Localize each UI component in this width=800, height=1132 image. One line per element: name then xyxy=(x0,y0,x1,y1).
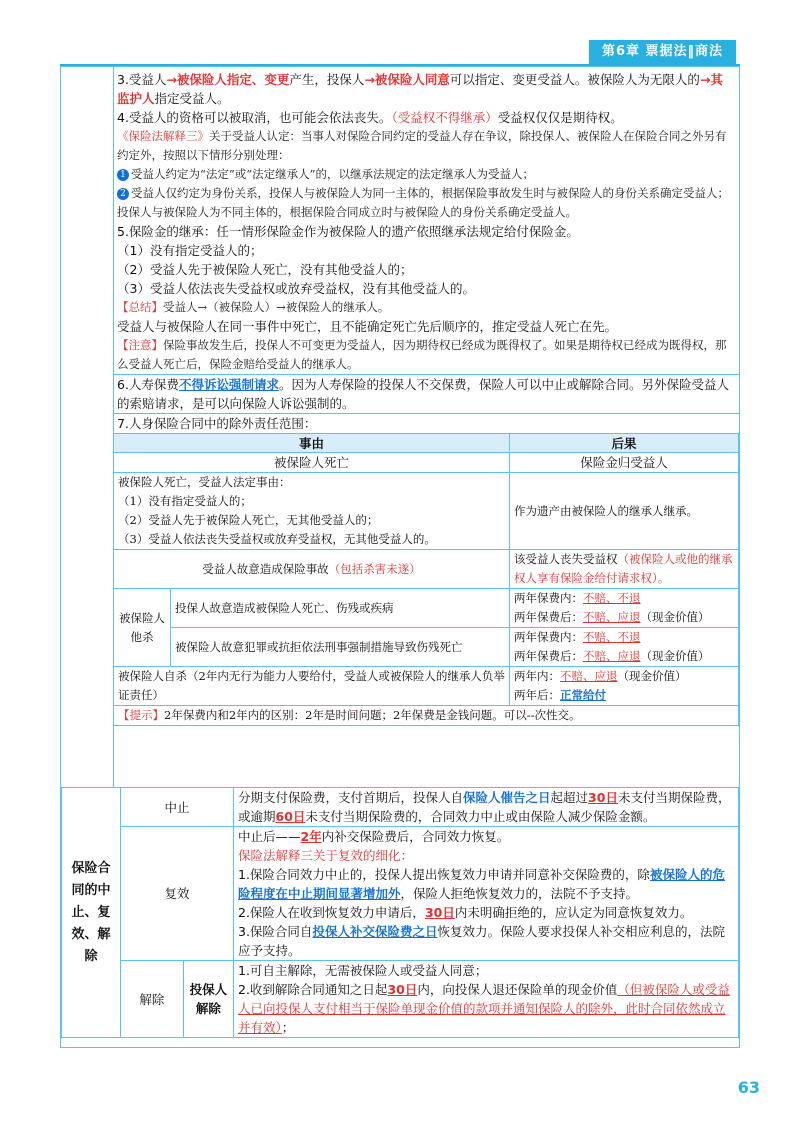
col-header-cause: 事由 xyxy=(114,434,510,453)
section-label: 保险合同的中止、复效、解除 xyxy=(62,788,121,1038)
number-1-icon: 1 xyxy=(117,169,129,181)
main-content xyxy=(113,67,739,726)
chapter-header: 第6章 票据法‖商法 xyxy=(589,40,736,64)
table-row: 被保险人故意犯罪或抗拒依法刑事强制措施导致伤残死亡 xyxy=(171,628,510,667)
paragraph-4: 4.受益人的资格可以被取消，也可能会依法丧失。（受益权不得继承）受益权仅仅是期待权。 xyxy=(117,110,623,125)
col-header-result: 后果 xyxy=(510,434,739,453)
table-row: 受益人故意造成保险事故（包括杀害未遂） xyxy=(114,550,510,589)
paragraph-5: 5.保险金的继承：任一情形保险金作为被保险人的遗产依照继承法规定给付保险金。 （1）没有指定受益人的； （2）受益人先于被保险人死亡，没有其他受益人的； （3）受益人依法丧失受益权或放弃受益权，没有其他受益人的。 xyxy=(117,224,579,296)
table-row: 作为遗产由被保险人的继承人继承。 xyxy=(510,473,739,550)
attention-note: 【注意】保险事故发生后，投保人不可变更为受益人，因为期待权已经成为既得权了。如果是期待权已经成为既得权，那么受益人死亡后，保险金赔给受益人的继承人。 xyxy=(117,338,727,371)
row-label-reinstate: 复效 xyxy=(121,827,234,961)
table-row: 被保险人死亡，受益人法定事由： （1）没有指定受益人的； （2）受益人先于被保险人死亡，无其他受益人的； （3）受益人依法丧失受益权或放弃受益权，无其他受益人的。 xyxy=(114,473,510,550)
reinstate-content: 中止后——2年内补交保险费后，合同效力恢复。 保险法解释三关于复效的细化： 1.保险合同效力中止的，投保人提出恢复效力申请并同意补交保险费的，除被保险人的危险程度在中止期间显著增加外，保险人拒绝恢复效力的，法院不予支持。 2.保险人在收到恢复效力申请后，30日内未明确拒绝的，应认定为同意恢复效力。 3.保险合同自投保人补交保险费之日恢复效力。保险人要求投保人补交相应利息的，法院应予支持。 xyxy=(234,827,739,961)
page-number: 63 xyxy=(737,1078,760,1097)
table-row: 两年保费内：不赔、不退 两年保费后：不赔、应退（现金价值） xyxy=(510,628,739,667)
paragraph-6: 6.人寿保费不得诉讼强制请求。因为人寿保险的投保人不交保费，保险人可以中止或解除合同。另外保险受益人的索赔请求，是可以向保险人诉讼强制的。 xyxy=(117,377,729,411)
table-row: 保险金归受益人 xyxy=(510,453,739,473)
table-row: 两年保费内：不赔、不退 两年保费后：不赔、应退（现金价值） xyxy=(510,589,739,628)
terminate-content: 1.可自主解除，无需被保险人或受益人同意； 2.收到解除合同通知之日起30日内，向投保人退还保险单的现金价值（但被保险人或受益人已向投保人支付相当于保险单现金价值的款项并通知保险人的除外，此时合同依然成立并有效）； xyxy=(234,961,739,1038)
interpretation-3-note: 《保险法解释三》关于受益人认定：当事人对保险合同约定的受益人存在争议，除投保人、被保险人在保险合同之外另有约定外，按照以下情形分别处理： 1 受益人约定为“法定”或“法定继承人”的，以继承法规定的法定继承人为受益人； 2 受益人仅约定为身份关系，投保人与被保险人为同一主体的，根据保险事故发生时与被保险人的身份关系确定受益人；投保人与被保险人为不同主体的，根据保险合同成立时与被保险人的身份关系确定受益人。 xyxy=(117,129,729,219)
paragraph-5b: 受益人与被保险人在同一事件中死亡，且不能确定死亡先后顺序的，推定受益人死亡在先。 xyxy=(117,319,618,334)
table-row: 被保险人他杀 xyxy=(114,589,171,667)
table-row: 两年内：不赔、应退（现金价值） 两年后：正常给付 xyxy=(510,667,739,706)
number-2-icon: 2 xyxy=(117,188,129,200)
left-label-column xyxy=(61,67,114,787)
table-row: 该受益人丧失受益权（被保险人或他的继承权人享有保险金给付请求权）。 xyxy=(510,550,739,589)
tip-row: 【提示】2年保费内和2年内的区别：2年是时间问题；2年保费是金钱问题。可以--次性交。 xyxy=(114,706,739,726)
suspend-content: 分期支付保险费，支付首期后，投保人自保险人催告之日起超过30日未支付当期保险费，或逾期60日未支付当期保险费的，合同效力中止或由保险人减少保险金额。 xyxy=(234,788,739,827)
table-row: 被保险人自杀（2年内无行为能力人要给付，受益人或被保险人的继承人负举证责任） xyxy=(114,667,510,706)
row-label-suspend: 中止 xyxy=(121,788,234,827)
paragraph-3: 3.受益人→被保险人指定、变更产生，投保人→被保险人同意可以指定、变更受益人。被保险人为无限人的→其监护人指定受益人。 xyxy=(117,72,723,106)
table-row: 投保人故意造成被保险人死亡、伤残或疾病 xyxy=(171,589,510,628)
content-frame xyxy=(60,66,740,1048)
table-row: 被保险人死亡 xyxy=(114,453,510,473)
paragraph-7: 7.人身保险合同中的除外责任范围： xyxy=(117,416,317,431)
sub-label-policyholder: 投保人解除 xyxy=(183,961,233,1038)
summary-note: 【总结】受益人→（被保险人）→被保险人的继承人。 xyxy=(117,300,390,314)
exclusion-table xyxy=(113,433,739,726)
suspension-table xyxy=(61,787,739,1038)
row-label-terminate: 解除 xyxy=(121,961,184,1038)
